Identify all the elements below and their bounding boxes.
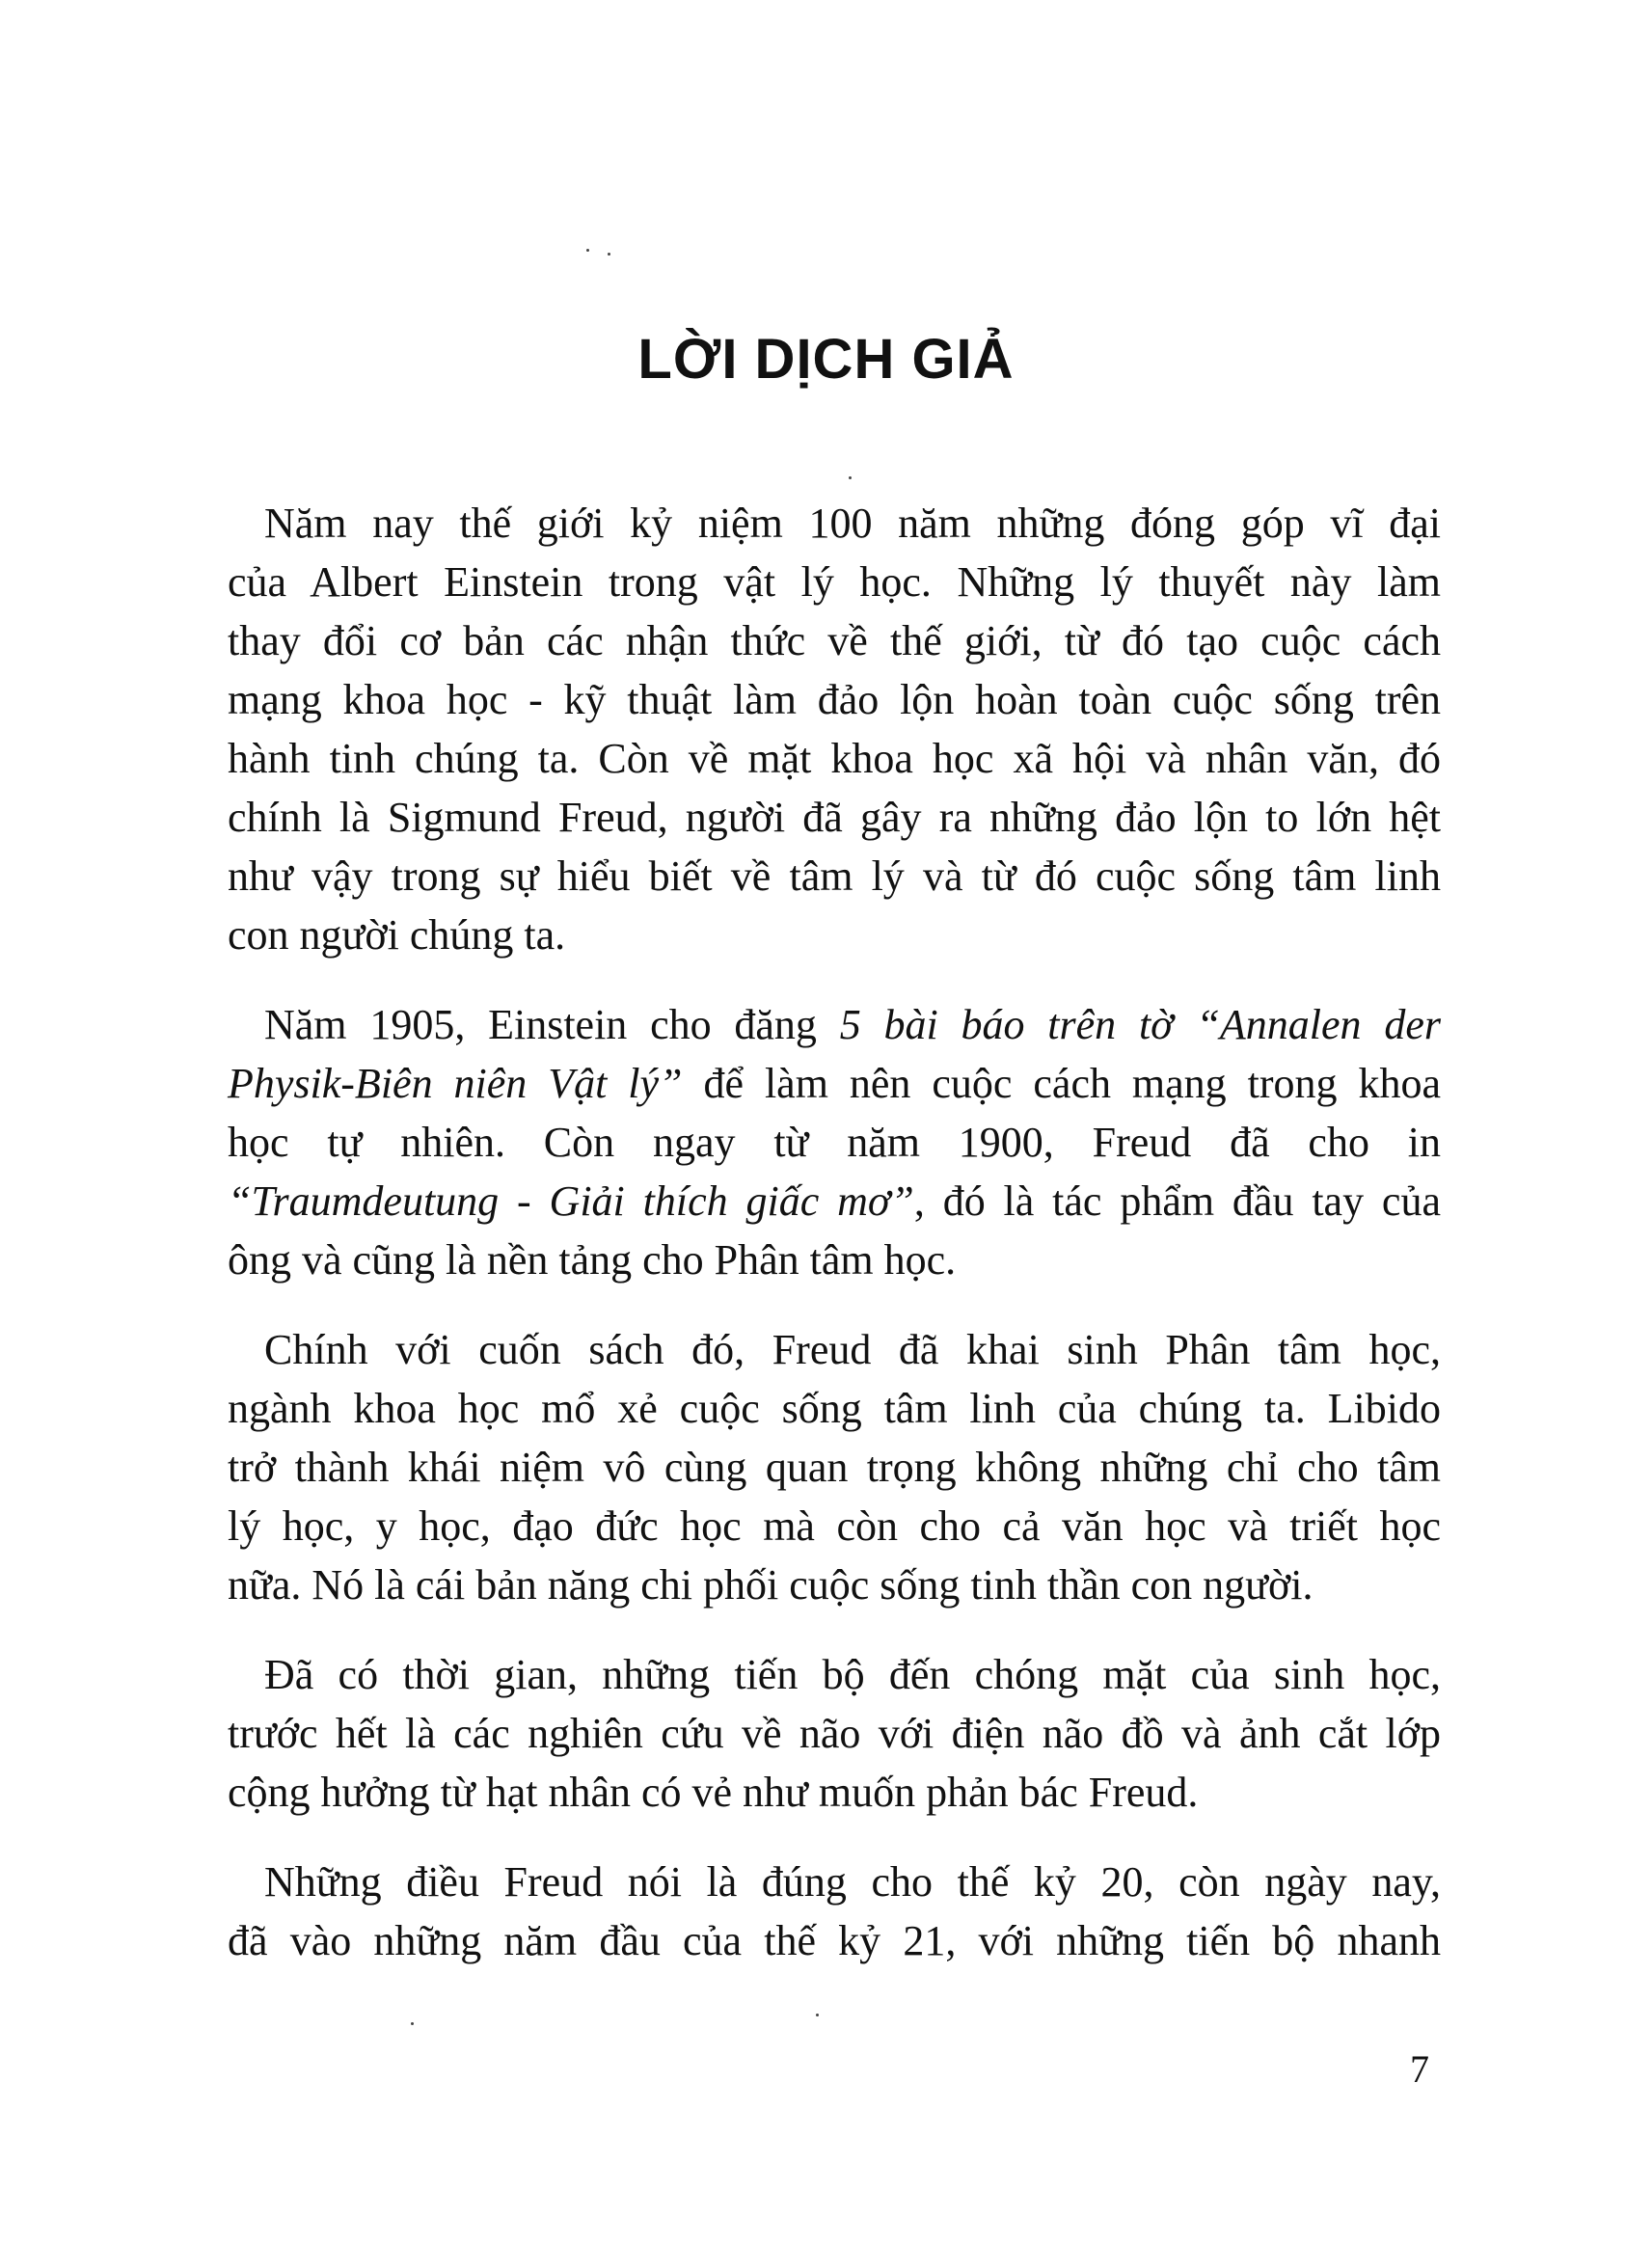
- text-run: của Albert Einstein trong vật lý học. Những lý thuyết này làm: [228, 558, 1441, 606]
- text-line: [228, 847, 1441, 906]
- text-line: [228, 670, 1441, 729]
- text-line: [228, 729, 1441, 788]
- text-run: ông và cũng là nền tảng cho Phân tâm học.: [228, 1236, 957, 1284]
- text-line: [228, 995, 1441, 1054]
- text-run: trước hết là các nghiên cứu về não với điện não đồ và ảnh cắt lớp: [228, 1710, 1441, 1757]
- text-run: trở thành khái niệm vô cùng quan trọng không những chỉ cho tâm: [228, 1444, 1441, 1491]
- text-run: ngành khoa học mổ xẻ cuộc sống tâm linh của chúng ta. Libido: [228, 1385, 1441, 1432]
- paragraph: [228, 995, 1441, 1289]
- page-title: LỜI DỊCH GIẢ: [637, 327, 1015, 391]
- text-run: con người chúng ta.: [228, 911, 566, 959]
- paragraph: [228, 1320, 1441, 1614]
- italic-text-run: Physik-Biên niên Vật lý”: [228, 1060, 683, 1107]
- text-line: [228, 1497, 1441, 1555]
- text-line: [228, 553, 1441, 611]
- text-line: [228, 1320, 1441, 1379]
- text-run: lý học, y học, đạo đức học mà còn cho cả văn học và triết học: [228, 1502, 1441, 1550]
- text-run: Năm 1905, Einstein cho đăng: [264, 1001, 840, 1048]
- text-line: [228, 1113, 1441, 1172]
- paragraph: [228, 1853, 1441, 1970]
- text-line: [228, 1911, 1441, 1970]
- page-number: 7: [1410, 2047, 1429, 2091]
- text-run: Những điều Freud nói là đúng cho thế kỷ 20, còn ngày nay,: [264, 1858, 1441, 1906]
- text-run: nữa. Nó là cái bản năng chi phối cuộc sống tinh thần con người.: [228, 1561, 1313, 1609]
- text-run: cộng hưởng từ hạt nhân có vẻ như muốn phản bác Freud.: [228, 1769, 1199, 1816]
- text-run: thay đổi cơ bản các nhận thức về thế giới, từ đó tạo cuộc cách: [228, 617, 1441, 664]
- text-line: [228, 1054, 1441, 1113]
- text-line: [228, 1172, 1441, 1231]
- body-text: [228, 494, 1441, 2001]
- text-line: [228, 1853, 1441, 1911]
- text-run: Chính với cuốn sách đó, Freud đã khai sinh Phân tâm học,: [264, 1326, 1441, 1373]
- text-run: để làm nên cuộc cách mạng trong khoa: [682, 1060, 1441, 1107]
- scan-speck: [411, 2022, 414, 2025]
- paragraph: [228, 494, 1441, 964]
- scan-speck: [849, 476, 852, 479]
- text-line: [228, 611, 1441, 670]
- text-line: [228, 788, 1441, 847]
- text-line: [228, 1704, 1441, 1763]
- scan-speck: [586, 249, 589, 252]
- text-line: [228, 1645, 1441, 1704]
- text-run: mạng khoa học - kỹ thuật làm đảo lộn hoàn toàn cuộc sống trên: [228, 676, 1441, 723]
- text-line: [228, 1763, 1441, 1822]
- text-line: [228, 494, 1441, 553]
- text-line: [228, 1231, 1441, 1289]
- text-run: chính là Sigmund Freud, người đã gây ra những đảo lộn to lớn hệt: [228, 794, 1441, 841]
- text-line: [228, 1438, 1441, 1497]
- text-run: học tự nhiên. Còn ngay từ năm 1900, Freud đã cho in: [228, 1119, 1441, 1166]
- paragraph: [228, 1645, 1441, 1822]
- text-run: đã vào những năm đầu của thế kỷ 21, với những tiến bộ nhanh: [228, 1917, 1441, 1964]
- text-run: hành tinh chúng ta. Còn về mặt khoa học xã hội và nhân văn, đó: [228, 735, 1441, 782]
- scan-speck: [816, 2014, 819, 2016]
- scan-speck: [608, 253, 610, 256]
- text-run: Năm nay thế giới kỷ niệm 100 năm những đóng góp vĩ đại: [264, 500, 1441, 547]
- text-run: Đã có thời gian, những tiến bộ đến chóng mặt của sinh học,: [264, 1651, 1441, 1698]
- text-line: [228, 906, 1441, 964]
- text-line: [228, 1379, 1441, 1438]
- text-run: như vậy trong sự hiểu biết về tâm lý và từ đó cuộc sống tâm linh: [228, 852, 1441, 900]
- italic-text-run: “Traumdeutung - Giải thích giấc mơ”: [228, 1177, 914, 1225]
- text-run: , đó là tác phẩm đầu tay của: [913, 1177, 1441, 1225]
- italic-text-run: 5 bài báo trên tờ “Annalen der: [839, 1001, 1441, 1048]
- text-line: [228, 1555, 1441, 1614]
